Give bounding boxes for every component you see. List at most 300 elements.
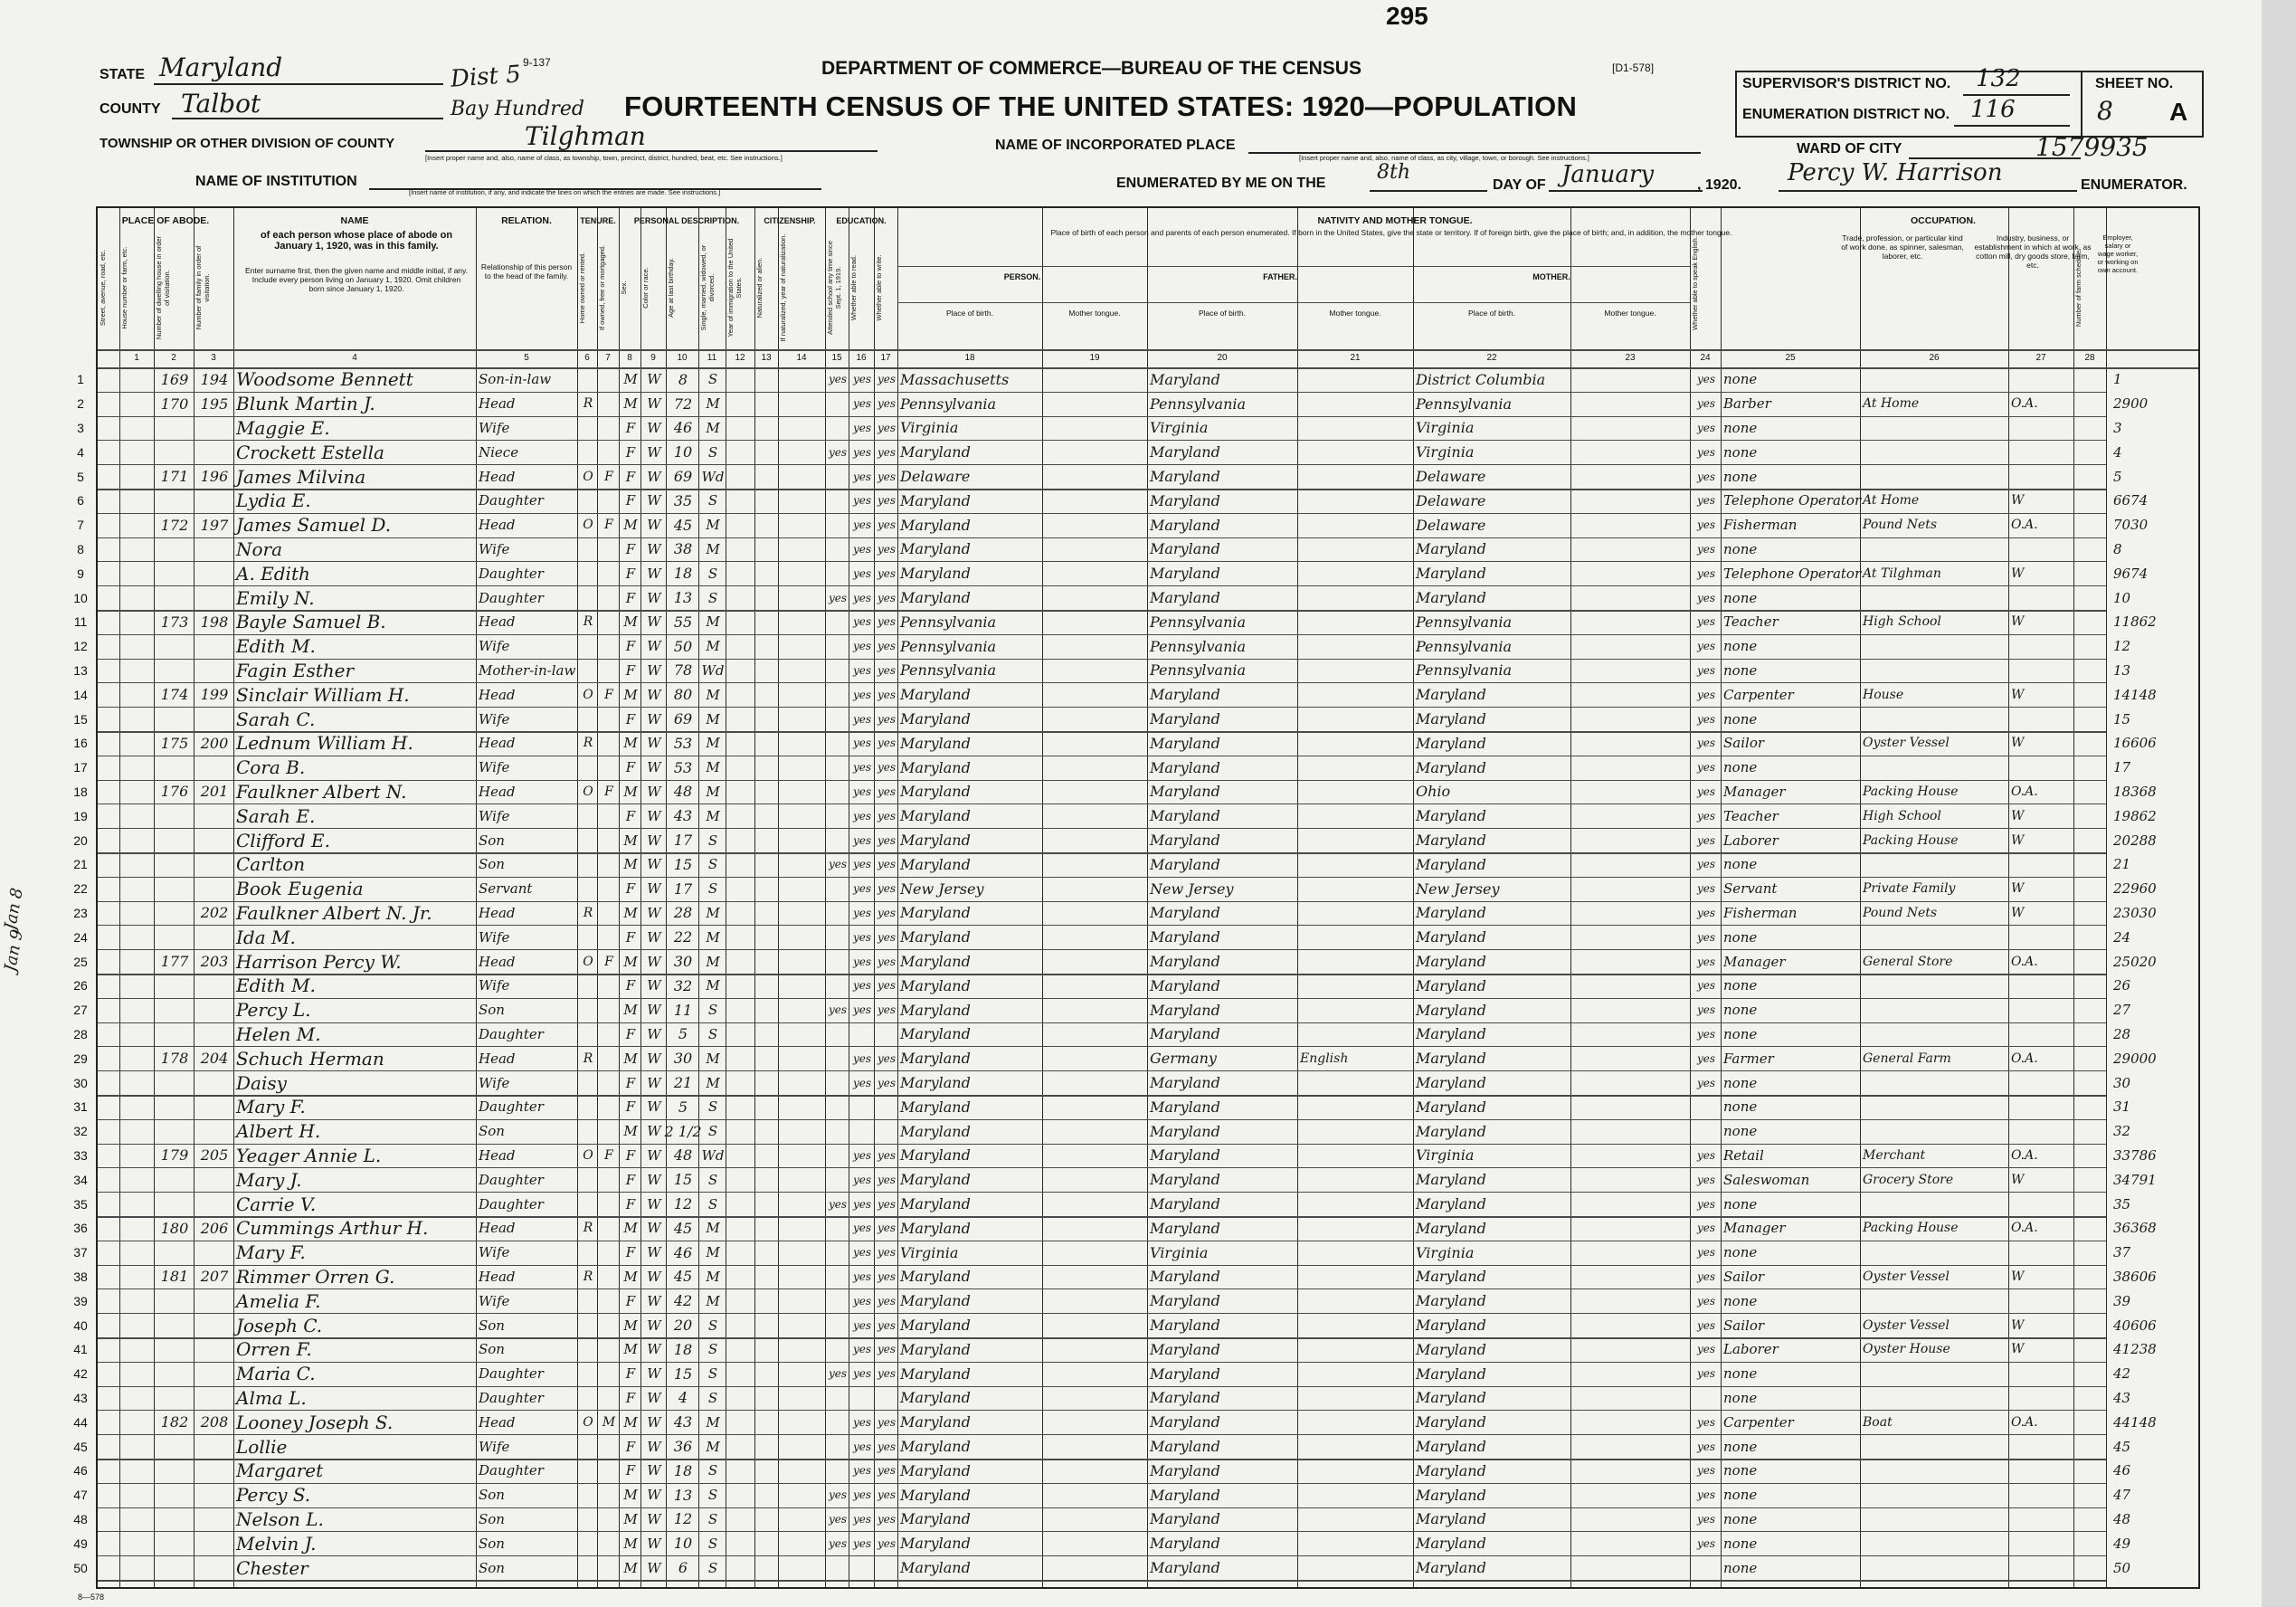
marital-status: M <box>706 686 720 703</box>
occupation-code: 27 <box>2113 1002 2131 1019</box>
home-owned <box>580 998 596 1022</box>
able-to-write: yes <box>877 1367 897 1381</box>
table-row <box>77 440 2296 464</box>
column-number: 2 <box>171 353 176 363</box>
relation: Son <box>479 1123 505 1140</box>
birthplace: Maryland <box>900 540 971 558</box>
home-owned <box>580 561 596 585</box>
birthplace: Maryland <box>900 1340 971 1358</box>
relation: Son <box>479 1487 505 1504</box>
employer-class: W <box>2011 736 2025 751</box>
relation: Head <box>479 395 516 413</box>
able-to-read: yes <box>852 1269 872 1283</box>
column-number: 17 <box>880 353 891 363</box>
relation: Daughter <box>479 589 544 606</box>
dwelling-number: 171 <box>160 468 189 486</box>
employer-class: W <box>2011 881 2025 897</box>
age: 15 <box>673 1171 693 1189</box>
father-mother-tongue <box>1300 731 1412 756</box>
attended-school <box>828 464 848 489</box>
person-name: Alma L. <box>236 1386 307 1409</box>
mother-mother-tongue <box>1573 464 1689 489</box>
person-name: Nora <box>236 537 283 560</box>
industry-desc: Industry, business, or establishment in which at work, as cotton mill, dry goods store, farm, etc. <box>1974 233 2092 270</box>
marital-status: S <box>707 1098 718 1116</box>
attended-school: yes <box>828 591 848 604</box>
census-table <box>73 206 2200 1589</box>
speaks-english: yes <box>1696 1512 1716 1526</box>
age: 4 <box>678 1389 688 1407</box>
father-birthplace: Maryland <box>1150 1268 1220 1286</box>
attended-school: yes <box>828 1512 848 1526</box>
able-to-read: yes <box>852 930 872 944</box>
mortgaged <box>600 1022 618 1047</box>
age: 48 <box>673 783 693 801</box>
col-header-farm: Number of farm schedule. <box>2074 248 2083 328</box>
sex: M <box>623 1487 638 1504</box>
speaks-english: yes <box>1696 737 1716 750</box>
attended-school <box>828 537 848 562</box>
marital-status: S <box>707 1025 718 1042</box>
age: 55 <box>673 613 693 631</box>
father-birthplace: Maryland <box>1150 734 1220 752</box>
birthplace: Maryland <box>900 734 971 752</box>
attended-school <box>828 780 848 804</box>
color: W <box>647 1268 661 1285</box>
family-number <box>196 1095 232 1119</box>
month-line <box>1549 190 1703 192</box>
family-number <box>196 1386 232 1411</box>
relation: Daughter <box>479 565 544 582</box>
dwelling-number <box>157 561 193 585</box>
mortgaged <box>600 1046 618 1070</box>
attended-school <box>828 1144 848 1168</box>
occupation: none <box>1723 468 1758 485</box>
able-to-write: yes <box>877 663 897 677</box>
dwelling-number <box>157 877 193 901</box>
occupation: Laborer <box>1723 832 1779 849</box>
line-number: 1 <box>77 372 84 387</box>
enumeration-label: ENUMERATION DISTRICT NO. <box>1742 107 1950 122</box>
occupation: none <box>1723 589 1758 606</box>
column-number: 9 <box>650 353 656 363</box>
line-number: 31 <box>73 1099 88 1115</box>
industry: At Home <box>1863 493 1920 509</box>
mortgaged <box>600 852 618 877</box>
table-row <box>73 585 2296 610</box>
industry <box>1863 1241 2007 1265</box>
father-mother-tongue <box>1300 1362 1412 1386</box>
birthplace: Maryland <box>900 1219 971 1237</box>
sub-mother: MOTHER. <box>1532 272 1570 281</box>
color: W <box>647 1244 661 1261</box>
speaks-english: yes <box>1696 761 1716 775</box>
employer-class <box>2011 1459 2073 1483</box>
occupation: none <box>1723 1074 1758 1091</box>
birthplace: Maryland <box>900 855 971 873</box>
mother-birthplace: Maryland <box>1416 758 1486 776</box>
family-number <box>196 561 232 585</box>
mother-mother-tongue <box>1573 440 1689 464</box>
father-birthplace: Maryland <box>1150 468 1220 486</box>
pob-father: Place of birth. <box>1199 309 1246 318</box>
color: W <box>647 371 661 388</box>
color: W <box>647 977 661 994</box>
able-to-read: yes <box>852 1197 872 1211</box>
mother-mother-tongue <box>1573 925 1689 949</box>
home-owned <box>580 659 596 683</box>
line-number: 19 <box>73 808 88 823</box>
family-number <box>196 1022 232 1047</box>
able-to-write: yes <box>877 373 897 386</box>
speaks-english: yes <box>1696 542 1716 556</box>
col-header-eng: Whether able to speak English. <box>1691 236 1699 330</box>
attended-school <box>828 828 848 852</box>
marital-status: S <box>707 1317 718 1334</box>
attended-school: yes <box>828 1488 848 1502</box>
person-name: Mary F. <box>236 1241 306 1264</box>
marital-status: S <box>707 1002 718 1019</box>
mother-birthplace: Maryland <box>1416 1001 1486 1019</box>
mortgaged <box>600 659 618 683</box>
father-birthplace: Maryland <box>1150 1171 1220 1189</box>
father-mother-tongue <box>1300 489 1412 513</box>
family-number <box>196 1313 232 1337</box>
subgroup-rule <box>897 302 1690 303</box>
relation: Daughter <box>479 1389 544 1406</box>
line-number: 41 <box>73 1342 88 1357</box>
mother-tongue <box>1045 756 1146 780</box>
occupation: Manager <box>1723 1220 1786 1237</box>
column-number: 4 <box>352 353 357 363</box>
sex: F <box>625 1171 636 1188</box>
mortgaged: F <box>604 469 613 484</box>
column-number: 20 <box>1217 353 1228 363</box>
father-birthplace: Maryland <box>1150 686 1220 704</box>
birthplace: Delaware <box>900 468 971 486</box>
enumerated-day-line <box>1370 190 1487 192</box>
birthplace: Maryland <box>900 1510 971 1528</box>
mother-birthplace: Maryland <box>1416 1413 1486 1431</box>
sex: M <box>623 686 638 703</box>
father-mother-tongue <box>1300 634 1412 659</box>
occupation-code: 45 <box>2113 1438 2131 1455</box>
attended-school: yes <box>828 1197 848 1211</box>
mortgaged <box>600 1288 618 1313</box>
occupation-code: 24 <box>2113 928 2131 946</box>
father-mother-tongue <box>1300 974 1412 998</box>
father-birthplace: Maryland <box>1150 565 1220 583</box>
attended-school <box>828 489 848 513</box>
occupation-code: 39 <box>2113 1292 2131 1309</box>
table-row <box>73 949 2296 974</box>
occupation: none <box>1723 638 1758 655</box>
able-to-read: yes <box>852 518 872 532</box>
mother-tongue <box>1045 682 1146 707</box>
attended-school <box>828 1022 848 1047</box>
home-owned <box>580 1022 596 1047</box>
color: W <box>647 661 661 679</box>
color: W <box>647 807 661 824</box>
relation: Son <box>479 1341 505 1358</box>
able-to-read: yes <box>852 1415 872 1429</box>
relation: Niece <box>479 443 519 461</box>
col-header-ms: Single, married, widowed, or divorced. <box>699 244 716 331</box>
sex: F <box>625 759 636 776</box>
occupation-code: 13 <box>2113 661 2131 679</box>
attended-school <box>828 949 848 974</box>
able-to-write: yes <box>877 397 897 411</box>
mortgaged <box>600 804 618 828</box>
dwelling-number <box>157 1386 193 1411</box>
color: W <box>647 1098 661 1116</box>
family-number <box>196 707 232 731</box>
father-mother-tongue <box>1300 585 1412 610</box>
mother-birthplace: Maryland <box>1416 1461 1486 1479</box>
line-number: 26 <box>73 978 88 994</box>
able-to-write: yes <box>877 1512 897 1526</box>
sex: M <box>623 517 638 534</box>
able-to-write: yes <box>877 1488 897 1502</box>
father-mother-tongue <box>1300 1095 1412 1119</box>
county-label: COUNTY <box>100 101 161 117</box>
home-owned: R <box>583 1051 593 1066</box>
home-owned <box>580 756 596 780</box>
age: 8 <box>678 370 688 388</box>
relation: Wife <box>479 1074 510 1091</box>
home-owned <box>580 1386 596 1411</box>
occupation: none <box>1723 371 1758 388</box>
mother-mother-tongue <box>1573 1095 1689 1119</box>
employer-class <box>2011 1531 2073 1555</box>
table-row <box>73 1313 2296 1337</box>
occupation: none <box>1723 443 1758 461</box>
occupation-code: 12 <box>2113 638 2131 655</box>
color: W <box>647 1341 661 1358</box>
age: 11 <box>673 1001 693 1019</box>
dwelling-number <box>157 1313 193 1337</box>
sex: M <box>623 1535 638 1552</box>
dwelling-number <box>157 828 193 852</box>
color: W <box>647 1535 661 1552</box>
person-name: Schuch Herman <box>236 1047 384 1070</box>
table-row <box>73 998 2296 1022</box>
column-number: 3 <box>211 353 216 363</box>
mother-tongue <box>1045 489 1146 513</box>
occupation: Manager <box>1723 783 1786 800</box>
home-owned: O <box>583 1147 593 1163</box>
line-number: 43 <box>73 1390 88 1405</box>
attended-school <box>828 1119 848 1144</box>
color: W <box>647 1025 661 1042</box>
employer-class <box>2011 1119 2073 1144</box>
able-to-write: yes <box>877 882 897 896</box>
father-mother-tongue <box>1300 1119 1412 1144</box>
employer-class: W <box>2011 493 2025 509</box>
table-row <box>73 828 2296 852</box>
industry <box>1863 998 2007 1022</box>
able-to-write: yes <box>877 542 897 556</box>
employer-class: O.A. <box>2011 518 2038 533</box>
mother-birthplace: Maryland <box>1416 953 1486 971</box>
line-number: 15 <box>73 711 88 727</box>
mortgaged <box>600 1507 618 1532</box>
father-birthplace: Pennsylvania <box>1150 613 1247 631</box>
industry <box>1863 1483 2007 1507</box>
column-number: 16 <box>856 353 867 363</box>
table-row <box>73 925 2296 949</box>
line-number: 35 <box>73 1196 88 1212</box>
sex: M <box>623 1510 638 1527</box>
sex: F <box>625 589 636 606</box>
mother-birthplace: District Columbia <box>1416 370 1546 388</box>
able-to-read: yes <box>852 1343 872 1356</box>
father-mother-tongue <box>1300 1337 1412 1362</box>
mother-birthplace: Pennsylvania <box>1416 661 1513 680</box>
family-number: 199 <box>200 686 229 704</box>
industry <box>1863 1507 2007 1532</box>
father-birthplace: Maryland <box>1150 1025 1220 1043</box>
state-label: STATE <box>100 67 146 82</box>
color: W <box>647 1171 661 1188</box>
dwelling-number <box>157 1531 193 1555</box>
dwelling-number <box>157 998 193 1022</box>
attended-school <box>828 1046 848 1070</box>
speaks-english: yes <box>1696 1076 1716 1089</box>
mother-tongue <box>1045 1241 1146 1265</box>
marital-status: S <box>707 1195 718 1212</box>
mother-mother-tongue <box>1573 1144 1689 1168</box>
occupation-code: 50 <box>2113 1559 2131 1576</box>
able-to-read <box>851 1386 873 1411</box>
color: W <box>647 783 661 800</box>
header-rule <box>98 349 2198 351</box>
speaks-english: yes <box>1696 1197 1716 1211</box>
mother-mother-tongue <box>1573 1337 1689 1362</box>
age: 30 <box>673 1050 693 1068</box>
sex: M <box>623 953 638 970</box>
employer-class: O.A. <box>2011 1051 2038 1066</box>
age: 78 <box>673 661 693 680</box>
able-to-write: yes <box>877 906 897 919</box>
occupation-code: 5 <box>2113 468 2122 485</box>
speaks-english: yes <box>1696 906 1716 919</box>
relation: Daughter <box>479 1195 544 1212</box>
able-to-read: yes <box>852 1440 872 1453</box>
ward-value: 1579935 <box>2035 132 2149 162</box>
speaks-english <box>1693 1386 1720 1411</box>
able-to-read: yes <box>852 1536 872 1550</box>
line-number: 13 <box>73 662 88 678</box>
father-birthplace: Maryland <box>1150 443 1220 461</box>
employer-class: O.A. <box>2011 1414 2038 1430</box>
mother-tongue <box>1045 1555 1146 1580</box>
father-mother-tongue <box>1300 1265 1412 1289</box>
able-to-write: yes <box>877 421 897 434</box>
speaks-english: yes <box>1696 809 1716 823</box>
home-owned: O <box>583 784 593 799</box>
home-owned <box>580 1313 596 1337</box>
able-to-write: yes <box>877 566 897 580</box>
occupation-code: 48 <box>2113 1510 2131 1527</box>
home-owned <box>580 925 596 949</box>
col-header-wr: Whether able to write. <box>875 254 883 321</box>
father-birthplace: Maryland <box>1150 589 1220 607</box>
able-to-write: yes <box>877 591 897 604</box>
group-citizenship: CITIZENSHIP. <box>764 216 816 225</box>
father-birthplace: Maryland <box>1150 370 1220 388</box>
father-mother-tongue <box>1300 392 1412 416</box>
speaks-english: yes <box>1696 1148 1716 1162</box>
group-relation: RELATION. <box>501 215 552 226</box>
employer-class <box>2011 925 2073 949</box>
mother-birthplace: Maryland <box>1416 1438 1486 1456</box>
attended-school <box>828 707 848 731</box>
occupation-code: 15 <box>2113 710 2131 727</box>
family-number <box>196 756 232 780</box>
home-owned <box>580 1070 596 1095</box>
color: W <box>647 1462 661 1479</box>
sex: F <box>625 1438 636 1455</box>
age: 12 <box>673 1510 693 1528</box>
col-header-house: House number or farm, etc. <box>120 246 128 329</box>
table-row <box>73 1483 2296 1507</box>
occupation: none <box>1723 1098 1758 1116</box>
mt-mother: Mother tongue. <box>1604 309 1656 318</box>
able-to-read: yes <box>852 397 872 411</box>
attended-school <box>828 877 848 901</box>
speaks-english: yes <box>1696 494 1716 508</box>
dwelling-number <box>157 634 193 659</box>
occupation: none <box>1723 1510 1758 1527</box>
person-name: Daisy <box>236 1071 287 1094</box>
speaks-english: yes <box>1696 421 1716 434</box>
dwelling-number <box>157 1434 193 1459</box>
industry <box>1863 1459 2007 1483</box>
relation: Head <box>479 686 516 703</box>
mother-tongue <box>1045 416 1146 441</box>
industry <box>1863 537 2007 562</box>
family-number <box>196 1531 232 1555</box>
industry: Oyster Vessel <box>1863 1269 1950 1284</box>
father-mother-tongue <box>1300 416 1412 441</box>
marital-status: S <box>707 832 718 849</box>
employer-class <box>2011 464 2073 489</box>
dwelling-number: 172 <box>160 516 189 534</box>
able-to-read <box>851 1095 873 1119</box>
township-label: TOWNSHIP OR OTHER DIVISION OF COUNTY <box>100 136 395 151</box>
industry <box>1863 659 2007 683</box>
marital-status: M <box>706 1244 720 1261</box>
table-row <box>77 367 2296 392</box>
family-number <box>196 489 232 513</box>
mortgaged <box>600 1119 618 1144</box>
color: W <box>647 492 661 509</box>
mortgaged <box>600 998 618 1022</box>
age: 48 <box>673 1146 693 1165</box>
industry <box>1863 585 2007 610</box>
relation: Wife <box>479 807 510 824</box>
attended-school <box>828 1167 848 1192</box>
enumerator-line <box>1779 190 2077 192</box>
mortgaged <box>600 1555 618 1580</box>
age: 22 <box>673 928 693 946</box>
mother-mother-tongue <box>1573 392 1689 416</box>
occupation-code: 44148 <box>2113 1413 2157 1431</box>
family-number: 203 <box>200 953 229 971</box>
mother-tongue <box>1045 877 1146 901</box>
mortgaged <box>600 1070 618 1095</box>
